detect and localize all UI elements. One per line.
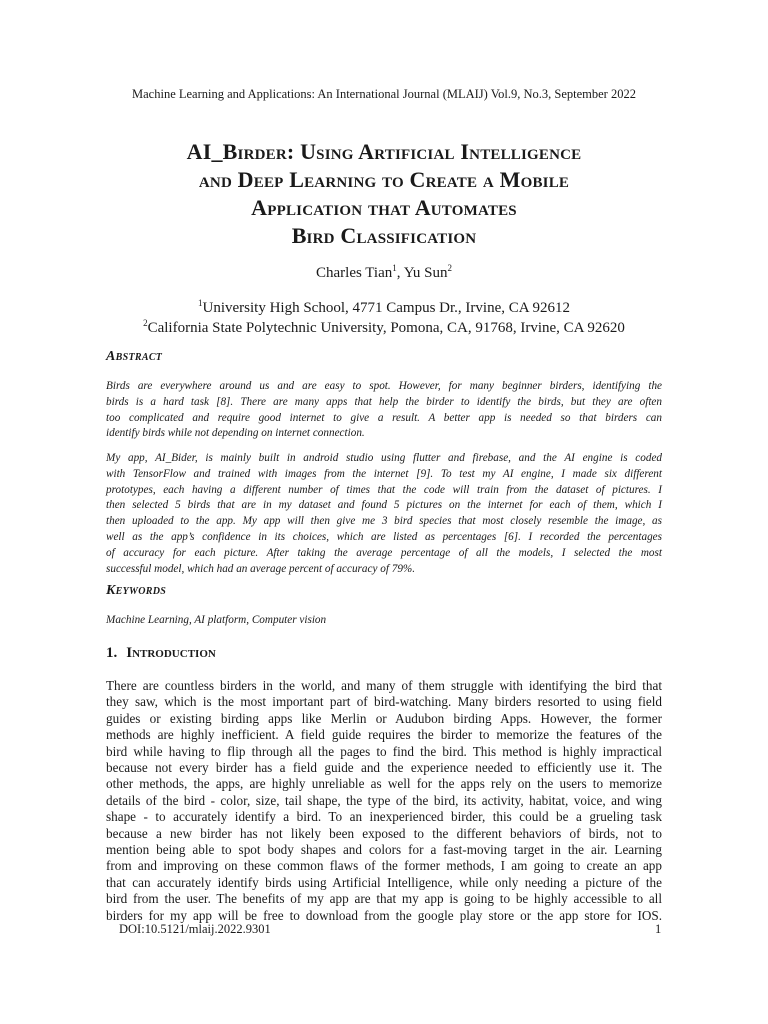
title-line: and Deep Learning to Create a Mobile [198, 167, 570, 192]
abstract-line: My app, AI_Bider, is mainly built in android studio using flutter and firebase, and the AI engine is coded [106, 452, 662, 464]
author-name: Yu Sun [403, 265, 448, 281]
intro-line: from and improving on these common flaws of the former methods, I am going to create an app [106, 858, 662, 874]
author-separator: , [396, 265, 404, 281]
affiliation-text: University High School, 4771 Campus Dr., Irvine, CA 92612 [202, 300, 570, 316]
doi-footer: DOI:10.5121/mlaij.2022.9301 [119, 922, 271, 936]
abstract-line: then uploaded to the app. My app will then give me 3 bird species that most closely resemble the image, as [106, 515, 662, 528]
title-line: Application that Automates [251, 195, 517, 220]
intro-line: birders for my app will be free to download from the google play store or the app store for IOS. [106, 907, 662, 923]
intro-line: details of the bird - color, size, tail shape, the type of the bird, its activity, habitat, voice, and wing [106, 792, 662, 808]
section-number: 1. [106, 645, 118, 661]
introduction-heading [106, 645, 216, 662]
keywords-text: Machine Learning, AI platform, Computer vision [106, 614, 327, 626]
affiliation-mark: 1 [198, 298, 203, 308]
abstract-line: of accuracy for each picture. After taking the average percentage of all the models, I selected the most [106, 546, 662, 559]
author-affil-mark: 1 [392, 263, 397, 273]
abstract-line: prototypes, each having a different number of times that the code will train from the dataset of pictures. I [106, 483, 662, 496]
intro-line: guides or existing birding apps like Merlin or Audubon birding Apps. However, the former [106, 710, 662, 726]
intro-line: bird from the user. The benefits of my app are that my app is going to be highly accessible to all [106, 891, 662, 907]
intro-line: There are countless birders in the world, and many of them struggle with identifying the bird that [106, 678, 662, 693]
intro-line: shape - to accurately identify a bird. To an inexperienced birder, this could be a grueling task [106, 809, 662, 825]
journal-header: Machine Learning and Applications: An International Journal (MLAIJ) Vol.9, No.3, September 2022 [132, 87, 636, 101]
affiliation-text: California State Polytechnic University, Pomona, CA, 91768, Irvine, CA 92620 [147, 320, 625, 336]
keywords-heading: Keywords [106, 583, 167, 598]
paper-title [80, 138, 688, 250]
authors [0, 265, 768, 282]
affiliation-mark: 2 [143, 318, 148, 328]
intro-line: bird while having to flip through all the pages to find the bird. This method is highly impractical [106, 743, 662, 759]
abstract-line: then selected 5 birds that are in my dataset and found 5 pictures on the internet for each of them, which I [106, 499, 662, 512]
affiliation [0, 298, 768, 318]
abstract-line: successful model, which had an average percent of accuracy of 79%. [106, 562, 416, 575]
intro-line: that can accurately identify birds using Artificial Intelligence, while only needing a picture of the [106, 874, 662, 890]
intro-line: mention being able to spot body shapes and colors for a fast-moving target in the air. Learning [106, 842, 662, 858]
abstract-heading: Abstract [106, 349, 163, 364]
section-title: Introduction [126, 645, 216, 661]
intro-line: methods are highly inefficient. A field guide requires the birder to memorize the features of the [106, 727, 662, 743]
intro-line: because a new birder has not likely been exposed to the different behaviors of birds, not to [106, 825, 662, 841]
affiliation [0, 318, 768, 338]
intro-line: because not every birder has a field guide and the experience needed to efficiently use it. The [106, 760, 662, 776]
page-number: 1 [655, 922, 662, 936]
abstract-line: identify birds while not depending on internet connection. [106, 427, 365, 440]
abstract-line: Birds are everywhere around us and are easy to spot. However, for many beginner birders, identifying the [106, 380, 662, 392]
abstract-line: with TensorFlow and trained with images from the internet [9]. To test my AI engine, I made six different [106, 467, 662, 480]
intro-line: they saw, which is the most important part of bird-watching. Many birders resorted to using field [106, 694, 662, 710]
affiliations [0, 298, 768, 338]
abstract-line: well as the app’s confidence in its choices, which are listed as percentages [6]. I recorded the percentages [106, 530, 662, 543]
introduction-body [106, 678, 662, 924]
abstract-line: birds is a hard task [8]. There are many apps that help the birder to identify the birds, but they are often [106, 395, 662, 408]
author-affil-mark: 2 [447, 263, 452, 273]
author-name: Charles Tian [316, 265, 393, 281]
abstract-paragraph [106, 451, 662, 577]
intro-line: other methods, the apps, are highly unreliable as well for the apps rely on the users to memorize [106, 776, 662, 792]
abstract-paragraph [106, 379, 662, 442]
abstract-line: too complicated and require good internet to give a result. A better app is needed so that birders can [106, 411, 662, 424]
title-line: AI_Birder: Using Artificial Intelligence [186, 139, 582, 164]
title-line: Bird Classification [291, 223, 477, 248]
